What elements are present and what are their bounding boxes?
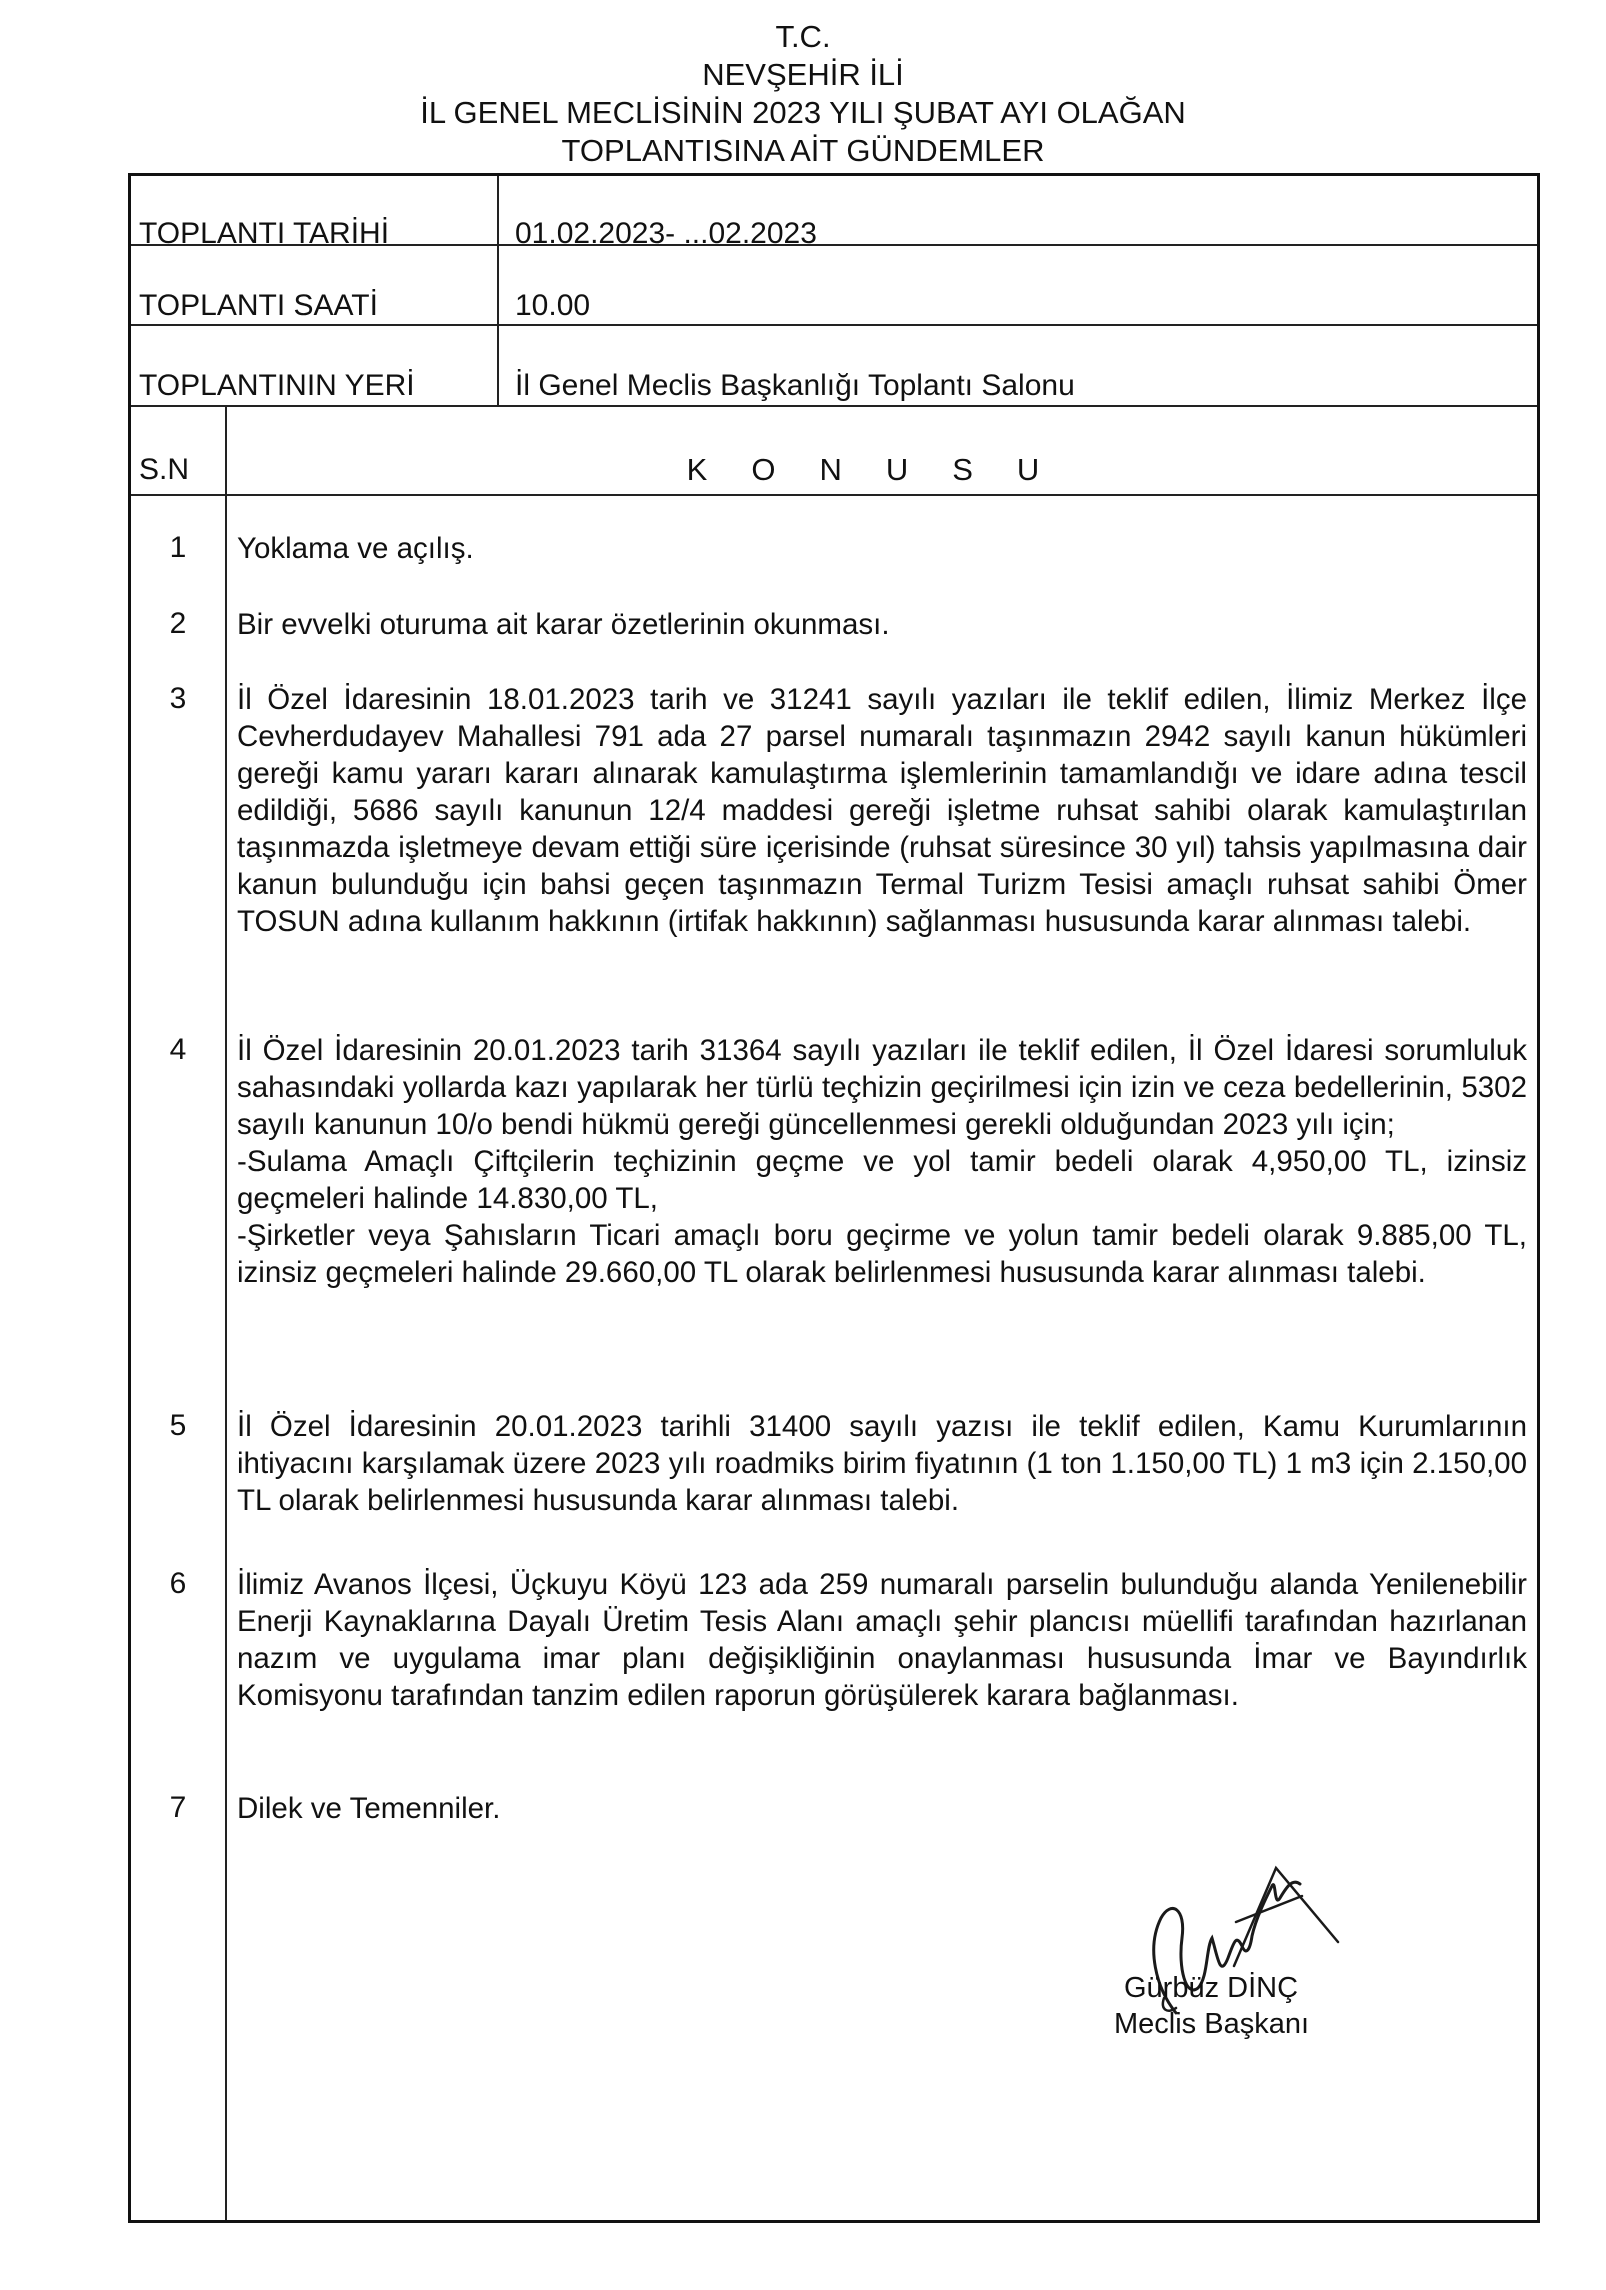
agenda-item-text: -Sulama Amaçlı Çiftçilerin teçhizinin geçme ve yol tamir bedeli olarak 4,950,00 TL, izinsiz geçmeleri halinde 14.830,00 TL,	[237, 1145, 1527, 1215]
column-divider	[225, 405, 227, 2220]
agenda-item-text: Bir evvelki oturuma ait karar özetlerinin okunması.	[237, 608, 890, 641]
agenda-item	[237, 681, 1527, 940]
sn-column-header: S.N	[139, 453, 190, 486]
meeting-date-label: TOPLANTI TARİHİ	[139, 217, 390, 250]
agenda-item	[237, 530, 1527, 567]
item-number: 5	[169, 1409, 187, 1442]
header-line-province: NEVŞEHİR İLİ	[702, 57, 904, 92]
agenda-item	[237, 1408, 1527, 1519]
meeting-time-label: TOPLANTI SAATİ	[139, 289, 378, 322]
signatory-name: Gürbüz DİNÇ	[1124, 1972, 1299, 2004]
header-line-tc: T.C.	[775, 19, 831, 54]
item-number: 3	[169, 682, 187, 715]
header-line-agenda: TOPLANTISINA AİT GÜNDEMLER	[561, 133, 1045, 168]
agenda-item	[237, 1790, 1527, 1827]
agenda-item-text: İlimiz Avanos İlçesi, Üçkuyu Köyü 123 ada 259 numaralı parselin bulunduğu alanda Yenilenebilir Enerji Kaynaklarına Dayalı Üretim Tesis Alanı amaçlı şehir plancısı müellifi tarafından hazırlanan nazım ve uygulama imar planı değişikliğinin onaylanması hususunda İmar ve Bayındırlık Komisyonu tarafından tanzim edilen raporun görüşülerek karara bağlanması.	[237, 1568, 1527, 1712]
column-divider	[497, 176, 499, 324]
item-number: 4	[169, 1033, 187, 1066]
item-number: 6	[169, 1567, 187, 1600]
row-divider	[131, 494, 1537, 496]
signatory-title: Meclis Başkanı	[1114, 2008, 1310, 2040]
item-number: 2	[169, 607, 187, 640]
agenda-item	[237, 1566, 1527, 1714]
item-number: 1	[169, 531, 187, 564]
header-line-council: İL GENEL MECLİSİNİN 2023 YILI ŞUBAT AYI OLAĞAN	[420, 95, 1186, 130]
column-divider	[497, 324, 499, 405]
row-divider	[131, 405, 1537, 407]
meeting-place-label: TOPLANTININ YERİ	[139, 369, 415, 402]
meeting-date-value: 01.02.2023- ...02.2023	[515, 217, 817, 250]
agenda-item-text: Dilek ve Temenniler.	[237, 1792, 501, 1825]
subject-column-header: KONUSU	[686, 452, 1084, 487]
agenda-item-text: İl Özel İdaresinin 18.01.2023 tarih ve 31241 sayılı yazıları ile teklif edilen, İlimiz Merkez İlçe Cevherdudayev Mahallesi 791 ada 27 parsel numaralı taşınmazın 2942 sayılı kanun hükümleri gereği kamu yararı kararı alınarak kamulaştırma işlemlerinin tamamlandığı ve idare adına tescil edildiği, 5686 sayılı kanunun 12/4 maddesi gereği işletme ruhsat sahibi olarak kamulaştırılan taşınmazda işletmeye devam ettiği süre içerisinde (ruhsat süresince 30 yıl) tahsis yapılmasına dair kanun bulunduğu için bahsi geçen taşınmazın Termal Turizm Tesisi amaçlı ruhsat sahibi Ömer TOSUN adına kullanım hakkının (irtifak hakkının) sağlanması hususunda karar alınması talebi.	[237, 683, 1527, 938]
meeting-time-value: 10.00	[515, 289, 591, 322]
agenda-item-text: Yoklama ve açılış.	[237, 532, 474, 565]
agenda-item	[237, 606, 1527, 643]
agenda-item-text: İl Özel İdaresinin 20.01.2023 tarihli 31400 sayılı yazısı ile teklif edilen, Kamu Kurumlarının ihtiyacını karşılamak üzere 2023 yılı roadmiks birim fiyatının (1 ton 1.150,00 TL) 1 m3 için 2.150,00 TL olarak belirlenmesi hususunda karar alınması talebi.	[237, 1410, 1527, 1517]
meeting-place-value: İl Genel Meclis Başkanlığı Toplantı Salonu	[515, 369, 1075, 402]
agenda-item-text: -Şirketler veya Şahısların Ticari amaçlı boru geçirme ve yolun tamir bedeli olarak 9.885,00 TL, izinsiz geçmeleri halinde 29.660,00 TL olarak belirlenmesi hususunda karar alınması talebi.	[237, 1219, 1527, 1289]
agenda-item-text: İl Özel İdaresinin 20.01.2023 tarih 31364 sayılı yazıları ile teklif edilen, İl Özel İdaresi sorumluluk sahasındaki yollarda kazı yapılarak her türlü teçhizin geçirilmesi için izin ve ceza bedellerinin, 5302 sayılı kanunun 10/o bendi hükmü gereği güncellenmesi gerekli olduğundan 2023 yılı için;	[237, 1034, 1527, 1141]
agenda-item	[237, 1032, 1527, 1291]
document-header	[0, 18, 1606, 170]
row-divider	[131, 324, 1537, 326]
item-number: 7	[169, 1791, 187, 1824]
